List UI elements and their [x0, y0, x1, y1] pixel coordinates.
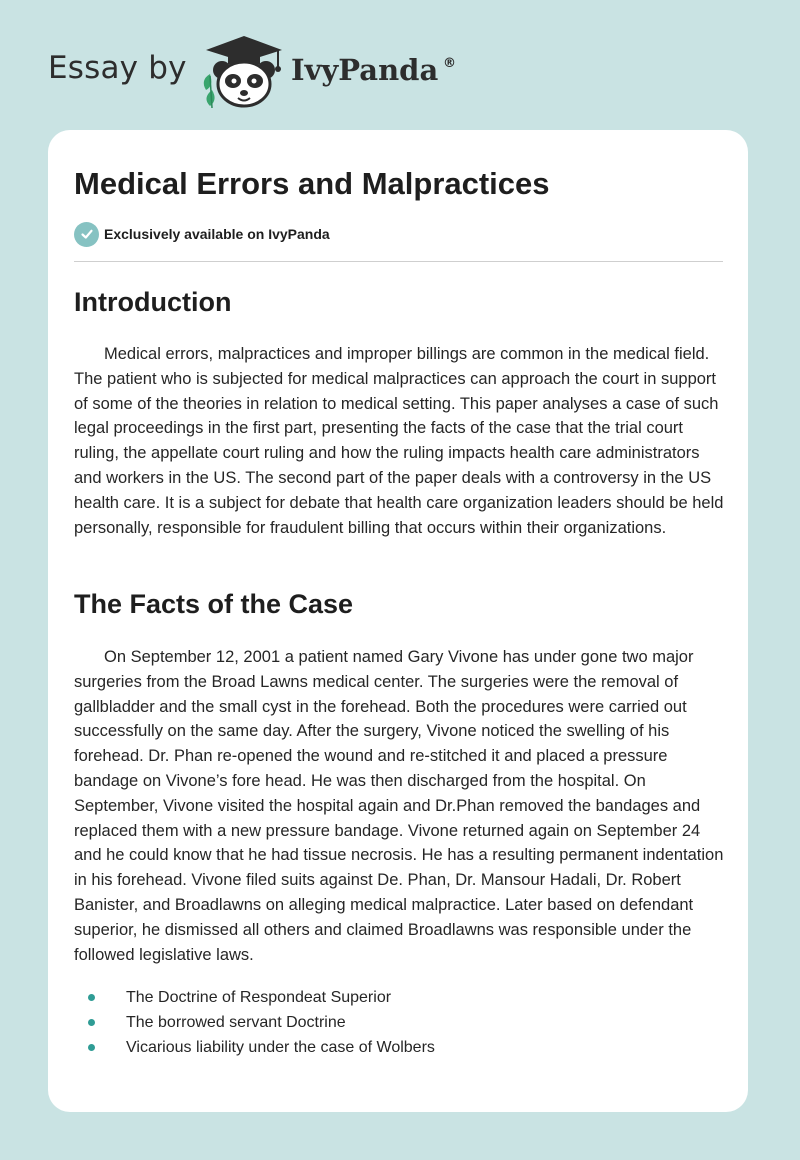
- panda-graduate-logo-icon[interactable]: [198, 28, 288, 112]
- list-item-text: The Doctrine of Respondeat Superior: [126, 989, 392, 1006]
- badge-text: Exclusively available on IvyPanda: [104, 226, 330, 242]
- brand-prefix: Essay by: [48, 50, 187, 86]
- exclusive-badge: [74, 221, 330, 247]
- brand-header: [48, 28, 488, 112]
- list-item-text: The borrowed servant Doctrine: [126, 1014, 346, 1031]
- facts-paragraph: On September 12, 2001 a patient named Gary Vivone has under gone two major surgeries from the Broad Lawns medical center. The surgeries were the removal of gallbladder and the small cyst in the forehead. Both the procedures were carried out successfully on the same day. After the surgery, Vivone noticed the swelling of his forehead. Dr. Phan re-opened the wound and re-stitched it and placed a pressure bandage on Vivone’s fore head. He was then discharged from the hospital. On September, Vivone visited the hospital again and Dr.Phan removed the bandages and replaced them with a new pressure bandage. Vivone returned again on September 24 and he could know that he had tissue necrosis. He has a resulting permanent indentation in his forehead. Vivone filed suits against De. Phan, Dr. Mansour Hadali, Dr. Robert Banister, and Broadlawns on alleging medical malpractice. Later based on defendant superior, he dismissed all others and claimed Broadlawns was responsible under the followed legislative laws.: [74, 648, 724, 964]
- article-title: Medical Errors and Malpractices: [74, 166, 550, 201]
- introduction-paragraph: Medical errors, malpractices and improper billings are common in the medical field. The patient who is subjected for medical malpractices can approach the court in support of some of the theories in relation to medical setting. This paper analyses a case of such legal proceedings in the first part, presenting the facts of the case that the trial court ruling, the appellate court ruling and how the ruling impacts health care administrators and workers in the US. The second part of the paper deals with a controversy in the US health care. It is a subject for debate that health care organization leaders should be held personally, responsible for fraudulent billing that occurs within their organizations.: [74, 345, 724, 537]
- bullet-icon: [88, 994, 95, 1001]
- bullet-icon: [88, 1019, 95, 1026]
- registered-mark: ®: [443, 56, 456, 71]
- doctrine-list: [74, 985, 714, 1060]
- list-item: [74, 985, 714, 1010]
- list-item-text: Vicarious liability under the case of Wolbers: [126, 1039, 435, 1056]
- list-item: [74, 1010, 714, 1035]
- article-card: [48, 130, 748, 1112]
- list-item: [74, 1035, 714, 1060]
- section-heading-facts: The Facts of the Case: [74, 589, 354, 619]
- section-heading-introduction: Introduction: [74, 287, 232, 317]
- checkmark-icon: [74, 222, 99, 247]
- brand-name: IvyPanda: [291, 53, 439, 87]
- bullet-icon: [88, 1044, 95, 1051]
- divider: [74, 261, 723, 262]
